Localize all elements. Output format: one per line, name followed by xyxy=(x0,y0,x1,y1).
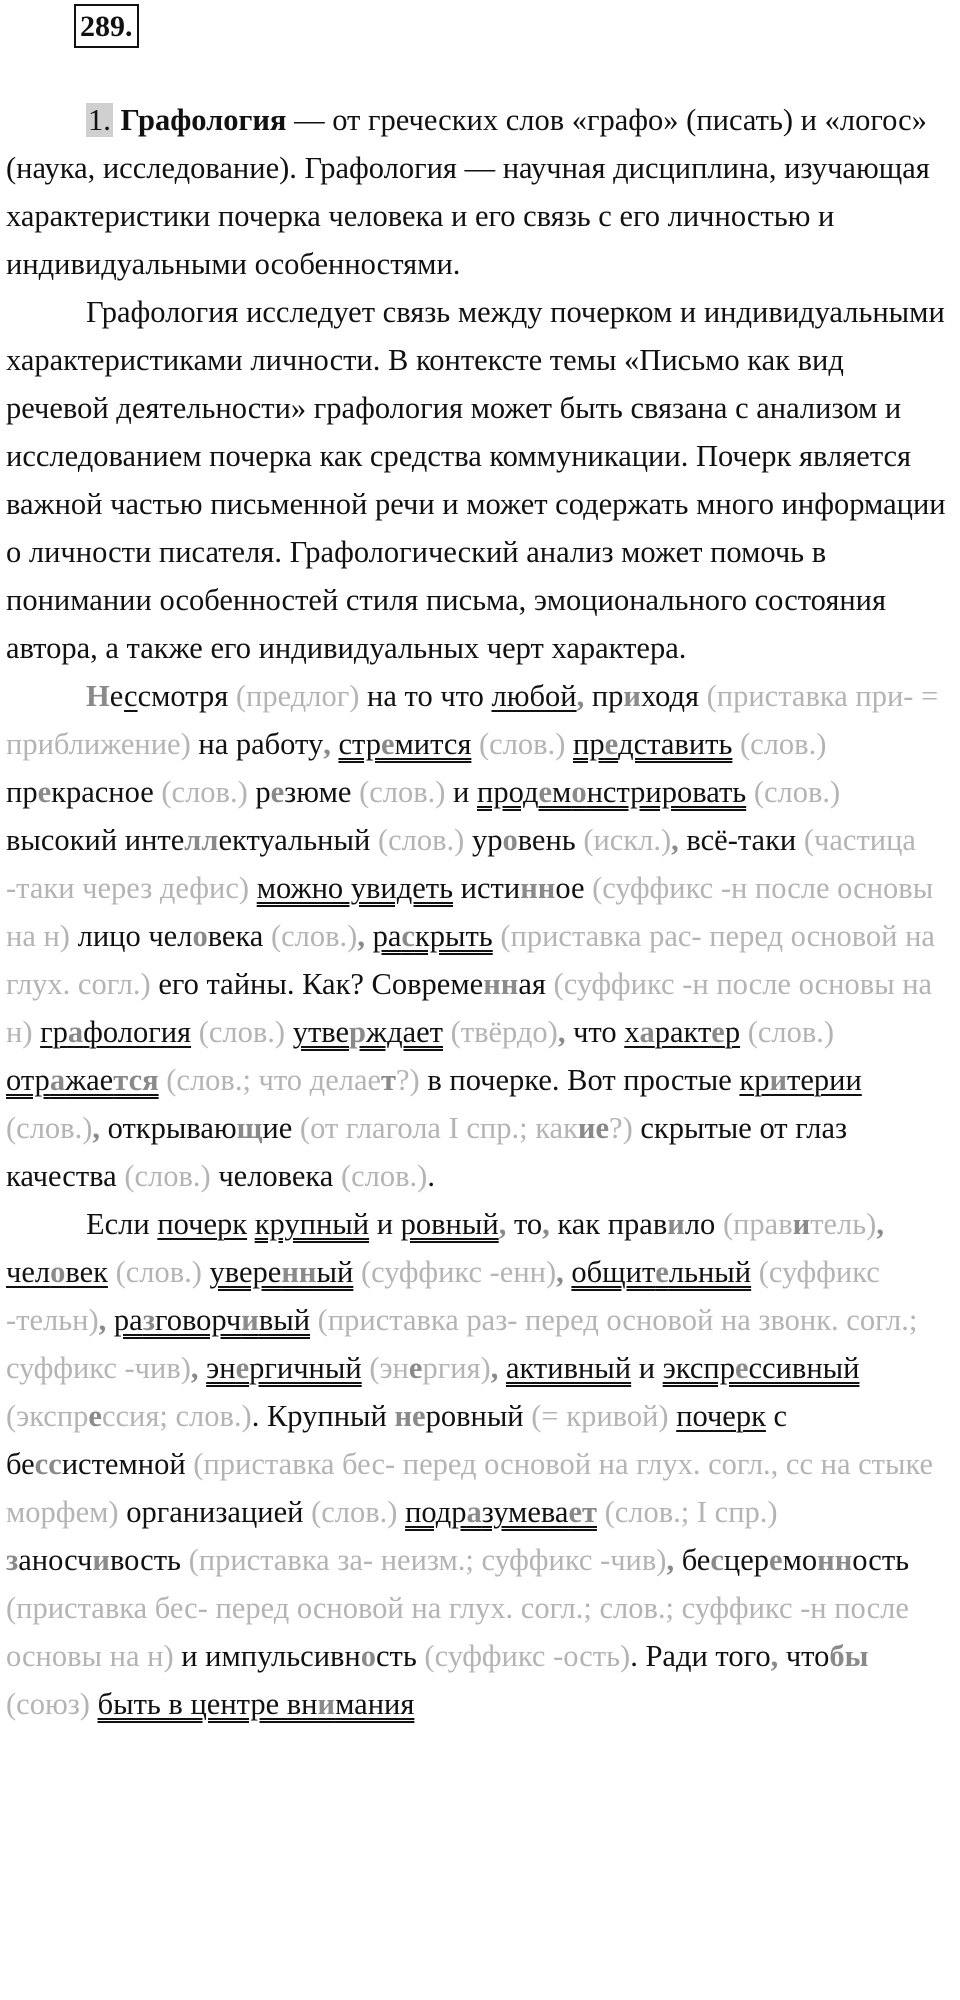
hint: (суффикс -н после основы на н) xyxy=(6,871,934,953)
hint: (слов.) xyxy=(359,775,446,809)
hint: (слов.) xyxy=(115,1255,202,1289)
hint: (слов.) xyxy=(377,823,465,857)
hint: (суффикс -н после основы на н) xyxy=(6,967,933,1049)
hint: (слов.) xyxy=(753,775,841,809)
hint: (слов.) xyxy=(747,1015,835,1049)
hint: (слов.; что делает?) xyxy=(166,1063,420,1097)
exercise-number: 289. xyxy=(74,4,139,48)
hint: (слов.; I спр.) xyxy=(604,1495,778,1529)
paragraph-analysis-2: Если почерк крупный и ровный, то, как правило (правитель), человек (слов.) уверенный (суффикс -енн), общительный (суффикс -тельн), разговорчивый (приставка раз- перед основой на звонк. согл.; суффикс -чив), энергичный (энергия), активный и экспрессивный (экспрессия; слов.). Крупный неровный (= кривой) почерк с бессистемной (приставка бес- перед основой на глух. согл., сс на стыке морфем) организацией (слов.) подразумевает (слов.; I спр.) заносчивость (приставка за- неизм.; суффикс -чив), бесцеремонность (приставка бес- перед основой на глух. согл.; слов.; суффикс -н после основы на н) и импульсивность (суффикс -ость). Ради того, чтобы (союз) быть в центре внимания xyxy=(6,1207,934,1721)
hint: (частица -таки через дефис) xyxy=(6,823,916,905)
paragraph-description: Графология исследует связь между почерком и индивидуальными характеристиками личности. В контексте темы «Письмо как вид речевой деятельности» графология может быть связана с анализом и исследованием почерка как средства коммуникации. Почерк является важной частью письменной речи и может содержать много информации о личности писателя. Графологический анализ может помочь в понимании особенностей стиля письма, эмоционального состояния автора, а также его индивидуальных черт характера. xyxy=(6,295,946,665)
hint: (суффикс -енн) xyxy=(360,1255,557,1289)
hint: (приставка при- = приближение) xyxy=(6,679,939,761)
paragraph-analysis-1: Нессмотря (предлог) на то что любой, приходя (приставка при- = приближение) на работу, стремится (слов.) представить (слов.) прекрасное (слов.) резюме (слов.) и продемонстрировать (слов.) высокий интеллектуальный (слов.) уровень (искл.), всё-таки (частица -таки через дефис) можно увидеть истинное (суффикс -н после основы на н) лицо человека (слов.), раскрыть (приставка рас- перед основой на глух. согл.) его тайны. Как? Современная (суффикс -н после основы на н) графология (слов.) утверждает (твёрдо), что характер (слов.) отражается (слов.; что делает?) в почерке. Вот простые критерии (слов.), открывающие (от глагола I спр.; какие?) скрытые от глаз качества (слов.) человека (слов.). xyxy=(6,679,939,1193)
hint: (энергия) xyxy=(369,1351,491,1385)
hint: (слов.) xyxy=(161,775,248,809)
hint: (правитель) xyxy=(722,1207,877,1241)
hint: (от глагола I спр.; какие?) xyxy=(299,1111,633,1145)
hint: (искл.) xyxy=(583,823,672,857)
hint: (слов.) xyxy=(479,727,566,761)
hint: (= кривой) xyxy=(531,1399,669,1433)
paragraph-definition xyxy=(6,96,954,288)
hint: (экспрессия; слов.) xyxy=(6,1399,252,1433)
hint: (приставка за- неизм.; суффикс -чив) xyxy=(188,1543,667,1577)
hint: (слов.) xyxy=(124,1159,211,1193)
hint: (приставка рас- перед основой на глух. согл.) xyxy=(6,919,935,1001)
answer-text xyxy=(6,96,954,1728)
term-heading: Графология xyxy=(120,103,287,137)
hint: (союз) xyxy=(6,1687,90,1721)
definition-text: — от греческих слов «графо» (писать) и «логос» (наука, исследование). Графология — научная дисциплина, изучающая характеристики почерка человека и его связь с его личностью и индивидуальными особенностями. xyxy=(6,103,930,281)
hint: (суффикс -ость) xyxy=(424,1639,631,1673)
hint: (слов.) xyxy=(270,919,358,953)
hint: (суффикс -тельн) xyxy=(6,1255,880,1337)
item-marker: 1. xyxy=(88,103,111,137)
hint: (слов.) xyxy=(311,1495,398,1529)
hint: (слов.) xyxy=(6,1111,93,1145)
hint: (слов.) xyxy=(198,1015,286,1049)
hint: (приставка раз- перед основой на звонк. согл.; суффикс -чив) xyxy=(6,1303,918,1385)
hint: (твёрдо) xyxy=(450,1015,558,1049)
hint: (приставка бес- перед основой на глух. согл., сс на стыке морфем) xyxy=(6,1447,934,1529)
hint: (слов.) xyxy=(340,1159,428,1193)
hint: (приставка бес- перед основой на глух. согл.; слов.; суффикс -н после основы на н) xyxy=(6,1591,909,1673)
hint: (предлог) xyxy=(235,679,360,713)
hint: (слов.) xyxy=(740,727,827,761)
